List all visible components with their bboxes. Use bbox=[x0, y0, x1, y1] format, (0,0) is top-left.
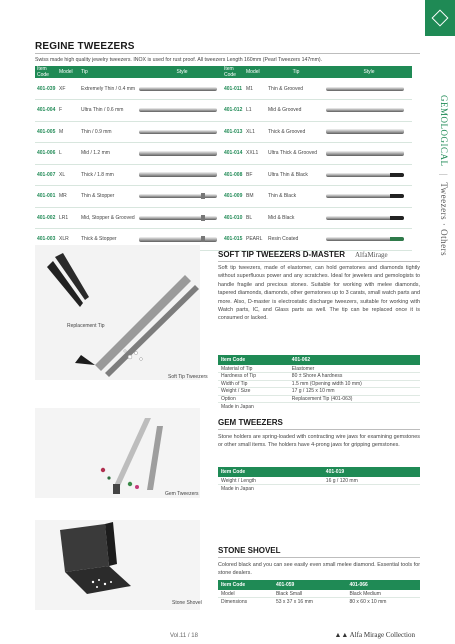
tip: Thick / 1.8 mm bbox=[79, 164, 137, 186]
model: BM bbox=[244, 186, 266, 208]
tip: Extremely Thin / 0.4 mm bbox=[79, 78, 137, 100]
footer-brand bbox=[334, 631, 415, 639]
style-image bbox=[324, 121, 412, 143]
col-tip: Tip bbox=[79, 66, 137, 78]
spec-head: 401-019 bbox=[323, 467, 420, 477]
tweezers-icon bbox=[139, 108, 217, 112]
model: XXL1 bbox=[244, 143, 266, 165]
item-code: 401-008 bbox=[222, 164, 244, 186]
spec-value: 16 g / 120 mm bbox=[323, 477, 420, 485]
spec-label: Option bbox=[218, 395, 289, 403]
model: XF bbox=[57, 78, 79, 100]
tip: Thick & Grooved bbox=[266, 121, 324, 143]
spec-value: 80 ± Shore A hardness bbox=[289, 373, 420, 381]
spec-value bbox=[323, 485, 420, 493]
gem-title: GEM TWEEZERS bbox=[218, 418, 283, 427]
model: MR bbox=[57, 186, 79, 208]
soft-tip-image bbox=[35, 245, 200, 380]
soft-spec-table bbox=[218, 355, 420, 410]
item-code: 401-039 bbox=[35, 78, 57, 100]
item-code: 401-013 bbox=[222, 121, 244, 143]
style-image bbox=[137, 164, 225, 186]
spec-value: 53 x 37 x 16 mm bbox=[275, 598, 313, 605]
model: LR1 bbox=[57, 207, 79, 229]
style-image bbox=[137, 207, 225, 229]
spec-value: Black Medium bbox=[346, 590, 420, 598]
tweezers-icon bbox=[139, 130, 217, 134]
caption-gem-tweezers: Gem Tweezers bbox=[165, 491, 199, 497]
style-image bbox=[324, 186, 412, 208]
spec-value: 17 g / 125 x 10 mm bbox=[289, 388, 420, 396]
table-row bbox=[222, 121, 412, 143]
shovel-title: STONE SHOVEL bbox=[218, 546, 281, 555]
col-model: Model bbox=[57, 66, 79, 78]
soft-title: SOFT TIP TWEEZERS D-MASTER bbox=[218, 250, 345, 259]
spec-value: 80 x 60 x 10 mm bbox=[349, 598, 387, 605]
tip: Mid / 1.2 mm bbox=[79, 143, 137, 165]
table-row bbox=[35, 186, 225, 208]
spec-head: 401-066 bbox=[346, 580, 420, 590]
item-code: 401-011 bbox=[222, 78, 244, 100]
item-code: 401-014 bbox=[222, 143, 244, 165]
item-code: 401-010 bbox=[222, 207, 244, 229]
col-tip: Tip bbox=[266, 66, 324, 78]
brand-logo: AlfaMirage bbox=[355, 251, 388, 259]
spec-label: Weight / Length bbox=[218, 477, 323, 485]
tweezers-icon bbox=[139, 87, 217, 91]
tip: Mid, Stopper & Grooved bbox=[79, 207, 137, 229]
footer-brand-text: Alfa Mirage Collection bbox=[349, 631, 415, 639]
spec-label: Made in Japan bbox=[221, 403, 254, 410]
gem-spec-table bbox=[218, 467, 420, 492]
caption-stone-shovel: Stone Shovel bbox=[172, 600, 202, 606]
soft-description: Soft tip tweezers, made of elastomer, can hold gemstones and diamonds tightly without superfluous power and any scratches. Ideal for jewelers and gemologists to handle fragile and precious stones. Suitable for working with melee diamonds, tapered diamonds, diamonds, other gemstones up to 3 carats, small watch parts and more. Also, D-master is electrostatic discharge tweezers, suitable for working with Watch parts, IC, and Glass parts as well. The tip can be replaced once it is consumed or lacked. bbox=[218, 265, 420, 322]
tweezers-icon bbox=[139, 172, 217, 177]
shovel-spec-table bbox=[218, 580, 420, 605]
table-row bbox=[35, 207, 225, 229]
spec-label: Dimensions bbox=[221, 598, 248, 605]
spec-label: Model bbox=[218, 590, 273, 598]
model: BL bbox=[244, 207, 266, 229]
table-row bbox=[222, 186, 412, 208]
table-row bbox=[35, 100, 225, 122]
spec-head: 401-062 bbox=[289, 355, 420, 365]
spec-value: 1.5 mm (Opening width 10 mm) bbox=[289, 380, 420, 388]
side-tab bbox=[425, 0, 455, 644]
tip: Ultra Thin & Black bbox=[266, 164, 324, 186]
spec-value: Elastomer bbox=[289, 365, 420, 373]
spec-head: Item Code bbox=[218, 355, 289, 365]
spec-value: Replacement Tip (401-063) bbox=[289, 395, 420, 403]
col-item-code: Item Code bbox=[35, 66, 57, 78]
style-image bbox=[324, 229, 412, 251]
style-image bbox=[137, 186, 225, 208]
model: F bbox=[57, 100, 79, 122]
tweezers-icon bbox=[326, 237, 404, 241]
spec-label: Made in Japan bbox=[221, 485, 254, 492]
tip: Thin / 0.9 mm bbox=[79, 121, 137, 143]
style-image bbox=[137, 121, 225, 143]
style-image bbox=[324, 100, 412, 122]
tweezers-icon bbox=[326, 194, 404, 198]
tip: Mid & Grooved bbox=[266, 100, 324, 122]
tweezers-icon bbox=[139, 216, 217, 220]
model: BF bbox=[244, 164, 266, 186]
tip: Resin Coated bbox=[266, 229, 324, 251]
tip: Mid & Black bbox=[266, 207, 324, 229]
tip: Thick & Stopper bbox=[79, 229, 137, 251]
gem-description: Stone holders are spring-loaded with contracting wire jaws for examining gemstones or other small items. The holders have 4-prong jaws for gripping gemstones. bbox=[218, 434, 420, 449]
style-image bbox=[324, 78, 412, 100]
tweezers-icon bbox=[139, 151, 217, 156]
table-row bbox=[222, 164, 412, 186]
divider bbox=[218, 261, 420, 262]
table-row bbox=[35, 164, 225, 186]
caption-soft-tip: Soft Tip Tweezers bbox=[168, 374, 208, 380]
table-row bbox=[35, 143, 225, 165]
table-row bbox=[35, 78, 225, 100]
spec-value: Black Small bbox=[273, 590, 347, 598]
regine-title: REGINE TWEEZERS bbox=[35, 41, 135, 52]
tweezers-icon bbox=[326, 108, 404, 112]
tweezers-icon bbox=[326, 87, 404, 91]
style-image bbox=[137, 143, 225, 165]
spec-label: Material of Tip bbox=[218, 365, 289, 373]
table-row bbox=[222, 207, 412, 229]
model: M bbox=[57, 121, 79, 143]
divider bbox=[35, 53, 420, 54]
spec-label: Width of Tip bbox=[218, 380, 289, 388]
tweezers-icon bbox=[326, 173, 404, 177]
model: XLR bbox=[57, 229, 79, 251]
divider bbox=[218, 429, 420, 430]
model: M1 bbox=[244, 78, 266, 100]
style-image bbox=[324, 164, 412, 186]
page-number: Vol.11 / 18 bbox=[170, 633, 198, 639]
regine-table-left bbox=[35, 66, 225, 251]
table-row bbox=[222, 229, 412, 251]
style-image bbox=[137, 78, 225, 100]
item-code: 401-002 bbox=[35, 207, 57, 229]
regine-table-right bbox=[222, 66, 412, 251]
model: PEARL bbox=[244, 229, 266, 251]
tip: Ultra Thick & Grooved bbox=[266, 143, 324, 165]
model: XL bbox=[57, 164, 79, 186]
model: L1 bbox=[244, 100, 266, 122]
item-code: 401-004 bbox=[35, 100, 57, 122]
shovel-description: Colored black and you can see easily even small melee diamond. Essential tools for stone dealers. bbox=[218, 562, 420, 577]
item-code: 401-012 bbox=[222, 100, 244, 122]
model: XL1 bbox=[244, 121, 266, 143]
side-section-label: GEMOLOGICAL | Tweezers · Others bbox=[439, 95, 449, 257]
tweezers-icon bbox=[326, 129, 404, 134]
style-image bbox=[137, 100, 225, 122]
tweezers-icon bbox=[139, 194, 217, 198]
stone-shovel-image bbox=[35, 520, 200, 610]
gem-tweezers-image bbox=[35, 408, 200, 498]
item-code: 401-015 bbox=[222, 229, 244, 251]
table-row bbox=[35, 121, 225, 143]
table-row bbox=[222, 78, 412, 100]
item-code: 401-001 bbox=[35, 186, 57, 208]
caption-replacement-tip: Replacement Tip bbox=[67, 323, 105, 329]
item-code: 401-006 bbox=[35, 143, 57, 165]
tip: Thin & Stopper bbox=[79, 186, 137, 208]
item-code: 401-007 bbox=[35, 164, 57, 186]
style-image bbox=[324, 143, 412, 165]
spec-label: Hardness of Tip bbox=[218, 373, 289, 381]
table-row bbox=[222, 143, 412, 165]
tip: Thin & Black bbox=[266, 186, 324, 208]
col-model: Model bbox=[244, 66, 266, 78]
regine-intro: Swiss made high quality jewelry tweezers. INOX is used for rust proof. All tweezers Length 160mm (Pearl Tweezers 147mm). bbox=[35, 57, 323, 63]
col-style: Style bbox=[137, 66, 225, 78]
col-style: Style bbox=[324, 66, 412, 78]
tweezers-icon bbox=[326, 216, 404, 220]
spec-head: Item Code bbox=[218, 467, 323, 477]
tip: Thin & Grooved bbox=[266, 78, 324, 100]
tweezers-icon bbox=[139, 237, 217, 242]
col-item-code: Item Code bbox=[222, 66, 244, 78]
tweezers-icon bbox=[326, 151, 404, 156]
spec-label: Weight / Size bbox=[218, 388, 289, 396]
brand-mark-icon: ▲▲ bbox=[334, 631, 350, 639]
logo-icon bbox=[425, 0, 455, 36]
spec-head: 401-059 bbox=[273, 580, 347, 590]
spec-value bbox=[289, 403, 420, 411]
model: L bbox=[57, 143, 79, 165]
item-code: 401-009 bbox=[222, 186, 244, 208]
divider bbox=[218, 557, 420, 558]
style-image bbox=[324, 207, 412, 229]
table-row bbox=[222, 100, 412, 122]
item-code: 401-003 bbox=[35, 229, 57, 251]
item-code: 401-005 bbox=[35, 121, 57, 143]
tip: Ultra Thin / 0.6 mm bbox=[79, 100, 137, 122]
spec-head: Item Code bbox=[218, 580, 273, 590]
